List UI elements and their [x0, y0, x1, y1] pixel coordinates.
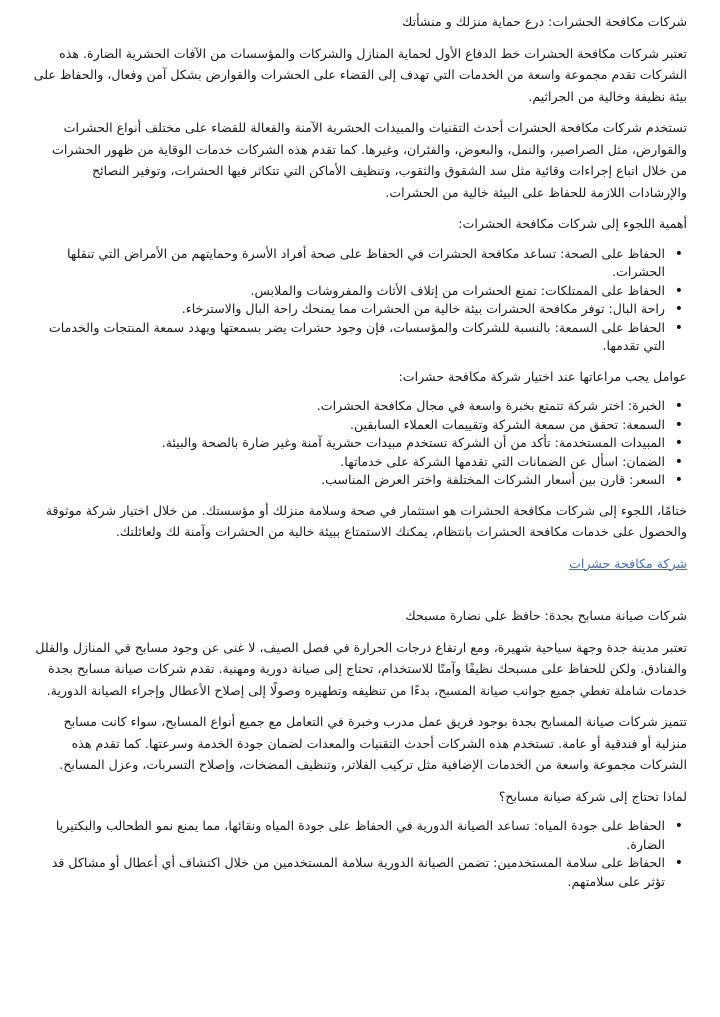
- list-item: • المبيدات المستخدمة: تأكد من أن الشركة تستخدم مبيدات حشرية آمنة وغير ضارة بالصحة والبيئة.: [33, 434, 665, 453]
- list-item: • الحفاظ على سلامة المستخدمين: تضمن الصيانة الدورية سلامة المستخدمين من خلال اكتشاف أي أعطال أو مشاكل قد تؤثر على سلامتهم.: [33, 854, 665, 891]
- list-factors: [33, 397, 687, 490]
- paragraph-intro: تعتبر شركات مكافحة الحشرات خط الدفاع الأول لحماية المنازل والشركات والمؤسسات من الآفات الحشرية الضارة. هذه الشركات تقدم مجموعة واسعة من الخدمات التي تهدف إلى القضاء على الحشرات والقوارض بشكل آمن وفعال، والحفاظ على بيئة نظيفة وخالية من الجراثيم.: [33, 45, 687, 104]
- list-item: • السعر: قارن بين أسعار الشركات المختلفة واختر العرض المناسب.: [33, 471, 665, 490]
- paragraph-methods: تستخدم شركات مكافحة الحشرات أحدث التقنيات والمبيدات الحشرية الآمنة والفعالة للقضاء على مختلف أنواع الحشرات والقوارض، مثل الصراصير، والنمل، والبعوض، والفئران، وغيرها. كما تقدم هذه الشركات خدمات الوقاية من ظهور الحشرات من خلال اتباع إجراءات وقائية مثل سد الشقوق والثقوب، وتنظيف الأماكن التي تتكاثر فيها الحشرات، وتوفير النصائح والإرشادات اللازمة للحفاظ على البيئة خالية من الحشرات.: [52, 120, 687, 200]
- heading-factors: عوامل يجب مراعاتها عند اختيار شركة مكافحة حشرات:: [398, 368, 687, 384]
- list-item: • الحفاظ على الممتلكات: تمنع الحشرات من إتلاف الأثاث والمفروشات والملابس.: [33, 282, 665, 301]
- heading-importance: أهمية اللجوء إلى شركات مكافحة الحشرات:: [458, 216, 687, 231]
- list-item: • الحفاظ على جودة المياه: تساعد الصيانة الدورية في الحفاظ على جودة المياه ونقائها، مما يمنع نمو الطحالب والبكتيريا الضارة.: [33, 817, 665, 854]
- heading-why-pool-maintenance: لماذا تحتاج إلى شركة صيانة مسابح؟: [498, 788, 687, 804]
- paragraph-pool-features: تتميز شركات صيانة المسابح بجدة بوجود فريق عمل مدرب وخبرة في التعامل مع جميع أنواع المسابح، سواء كانت مسابح منزلية أو فندقية أو عامة. تستخدم هذه الشركات أحدث التقنيات والمعدات لضمان جودة الخدمة وسرعتها. كما تقدم هذه الشركات مجموعة واسعة من الخدمات الإضافية مثل تركيب الفلاتر، وتنظيف المضخات، وإصلاح التسربات، وعزل المسابح.: [59, 714, 687, 772]
- list-why-pool: [33, 817, 687, 891]
- list-item: • الحفاظ على الصحة: تساعد مكافحة الحشرات في الحفاظ على صحة أفراد الأسرة وحمايتهم من الأمراض التي تنقلها الحشرات.: [33, 245, 665, 282]
- list-importance: [33, 245, 687, 356]
- list-item: • الحفاظ على السمعة: بالنسبة للشركات والمؤسسات، فإن وجود حشرات يضر بسمعتها ويهدد سمعة المنتجات والخدمات التي تقدمها.: [33, 319, 665, 356]
- section-title-pest-control: شركات مكافحة الحشرات: درع حماية منزلك و منشأتك: [401, 14, 687, 29]
- list-item: • الضمان: اسأل عن الضمانات التي تقدمها الشركة على خدماتها.: [33, 453, 665, 472]
- paragraph-pool-intro: تعتبر مدينة جدة وجهة سياحية شهيرة، ومع ارتفاع درجات الحرارة في فصل الصيف، لا غنى عن وجود مسابح في المنازل والفلل والفنادق. ولكن للحفاظ على مسبحك نظيفًا وآمنًا للاستخدام، تحتاج إلى صيانة دورية ومهنية. تقدم شركات صيانة مسابح بجدة خدمات شاملة تغطي جميع جوانب صيانة المسبح، بدءًا من تنظيفه وتطهيره وصولًا إلى إصلاح الأعطال وإجراء الصيانة الدورية.: [35, 639, 687, 698]
- section-divider-space: [33, 584, 687, 605]
- pest-control-company-link[interactable]: شركة مكافحة حشرات: [568, 555, 687, 571]
- section-title-pool-maintenance: شركات صيانة مسابح بجدة: حافظ على نضارة مسبحك: [405, 608, 687, 623]
- list-item: • الخبرة: اختر شركة تتمتع بخبرة واسعة في مجال مكافحة الحشرات.: [33, 397, 665, 416]
- list-item: • راحة البال: توفر مكافحة الحشرات بيئة خالية من الحشرات مما يمنحك راحة البال والاسترخاء.: [33, 300, 665, 319]
- paragraph-conclusion: ختامًا، اللجوء إلى شركات مكافحة الحشرات هو استثمار في صحة وسلامة منزلك أو مؤسستك. من خلال اختيار شركة موثوقة والحصول على خدمات مكافحة الحشرات بانتظام، يمكنك الاستمتاع ببيئة خالية من الحشرات وآمنة لك ولعائلتك.: [45, 502, 687, 539]
- list-item: • السمعة: تحقق من سمعة الشركة وتقييمات العملاء السابقين.: [33, 416, 665, 435]
